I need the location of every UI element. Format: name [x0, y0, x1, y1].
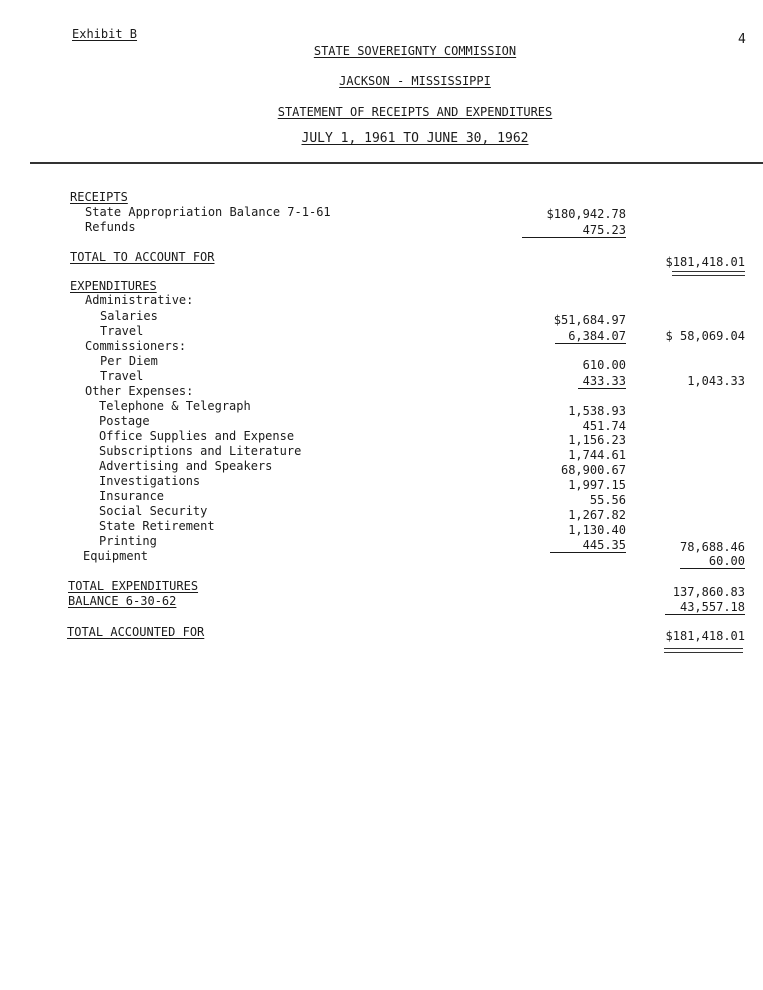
- expense-label: Telephone & Telegraph: [99, 399, 251, 413]
- page-number: 4: [738, 32, 746, 47]
- total-expenditures-amount: 137,860.83: [672, 585, 745, 599]
- expense-label: Printing: [99, 534, 157, 548]
- other-expenses-label: Other Expenses:: [85, 384, 194, 398]
- administrative-total: $ 58,069.04: [665, 329, 745, 343]
- expense-label: Investigations: [99, 474, 201, 488]
- title-statement: STATEMENT OF RECEIPTS AND EXPENDITURES: [277, 105, 553, 119]
- expense-amount: 610.00: [582, 358, 626, 372]
- expense-amount: 451.74: [582, 419, 626, 433]
- expense-label: Subscriptions and Literature: [99, 444, 302, 458]
- exhibit-label: Exhibit B: [72, 27, 138, 41]
- title-period: JULY 1, 1961 TO JUNE 30, 1962: [301, 131, 529, 146]
- expense-amount: 6,384.07: [555, 329, 626, 344]
- total-accounted-label: TOTAL ACCOUNTED FOR: [67, 625, 205, 639]
- total-to-account-label: TOTAL TO ACCOUNT FOR: [70, 250, 215, 264]
- double-underline: [664, 648, 743, 653]
- receipt-label: State Appropriation Balance 7-1-61: [85, 205, 331, 219]
- expense-amount: 1,267.82: [568, 508, 626, 522]
- expense-amount: 1,997.15: [568, 478, 626, 492]
- expenditures-heading: EXPENDITURES: [70, 279, 157, 293]
- expense-label: Travel: [100, 369, 144, 383]
- expense-label: Postage: [99, 414, 150, 428]
- expense-label: Advertising and Speakers: [99, 459, 273, 473]
- expense-amount: 1,130.40: [568, 523, 626, 537]
- receipt-amount: 475.23: [522, 223, 626, 238]
- expense-amount: 1,156.23: [568, 433, 626, 447]
- total-accounted-amount: $181,418.01: [665, 629, 745, 643]
- expense-amount: 1,744.61: [568, 448, 626, 462]
- expense-label: Social Security: [99, 504, 208, 518]
- title-location: JACKSON - MISSISSIPPI: [339, 74, 491, 88]
- expense-amount: 1,538.93: [568, 404, 626, 418]
- expense-label: Insurance: [99, 489, 165, 503]
- expense-label: Travel: [100, 324, 144, 338]
- expense-amount: 433.33: [578, 374, 626, 389]
- total-expenditures-label: TOTAL EXPENDITURES: [68, 579, 199, 593]
- balance-amount: 43,557.18: [665, 600, 745, 615]
- expense-amount: 55.56: [589, 493, 626, 507]
- expense-amount: $51,684.97: [553, 313, 626, 327]
- expense-amount: 445.35: [550, 538, 626, 553]
- administrative-label: Administrative:: [85, 293, 194, 307]
- equipment-label: Equipment: [83, 549, 149, 563]
- receipt-amount: $180,942.78: [546, 207, 626, 221]
- other-expenses-total: 78,688.46: [679, 540, 745, 554]
- total-to-account-amount: $181,418.01: [665, 255, 745, 269]
- title-commission: STATE SOVEREIGNTY COMMISSION: [313, 44, 517, 58]
- expense-label: Per Diem: [100, 354, 158, 368]
- expense-label: State Retirement: [99, 519, 215, 533]
- receipt-label: Refunds: [85, 220, 136, 234]
- expense-label: Office Supplies and Expense: [99, 429, 295, 443]
- commissioners-label: Commissioners:: [85, 339, 187, 353]
- equipment-amount: 60.00: [680, 554, 745, 569]
- commissioners-total: 1,043.33: [687, 374, 745, 388]
- balance-label: BALANCE 6-30-62: [68, 594, 177, 608]
- header-divider: [30, 162, 763, 164]
- expense-amount: 68,900.67: [560, 463, 626, 477]
- double-underline: [672, 271, 745, 276]
- receipts-heading: RECEIPTS: [70, 190, 128, 204]
- expense-label: Salaries: [100, 309, 158, 323]
